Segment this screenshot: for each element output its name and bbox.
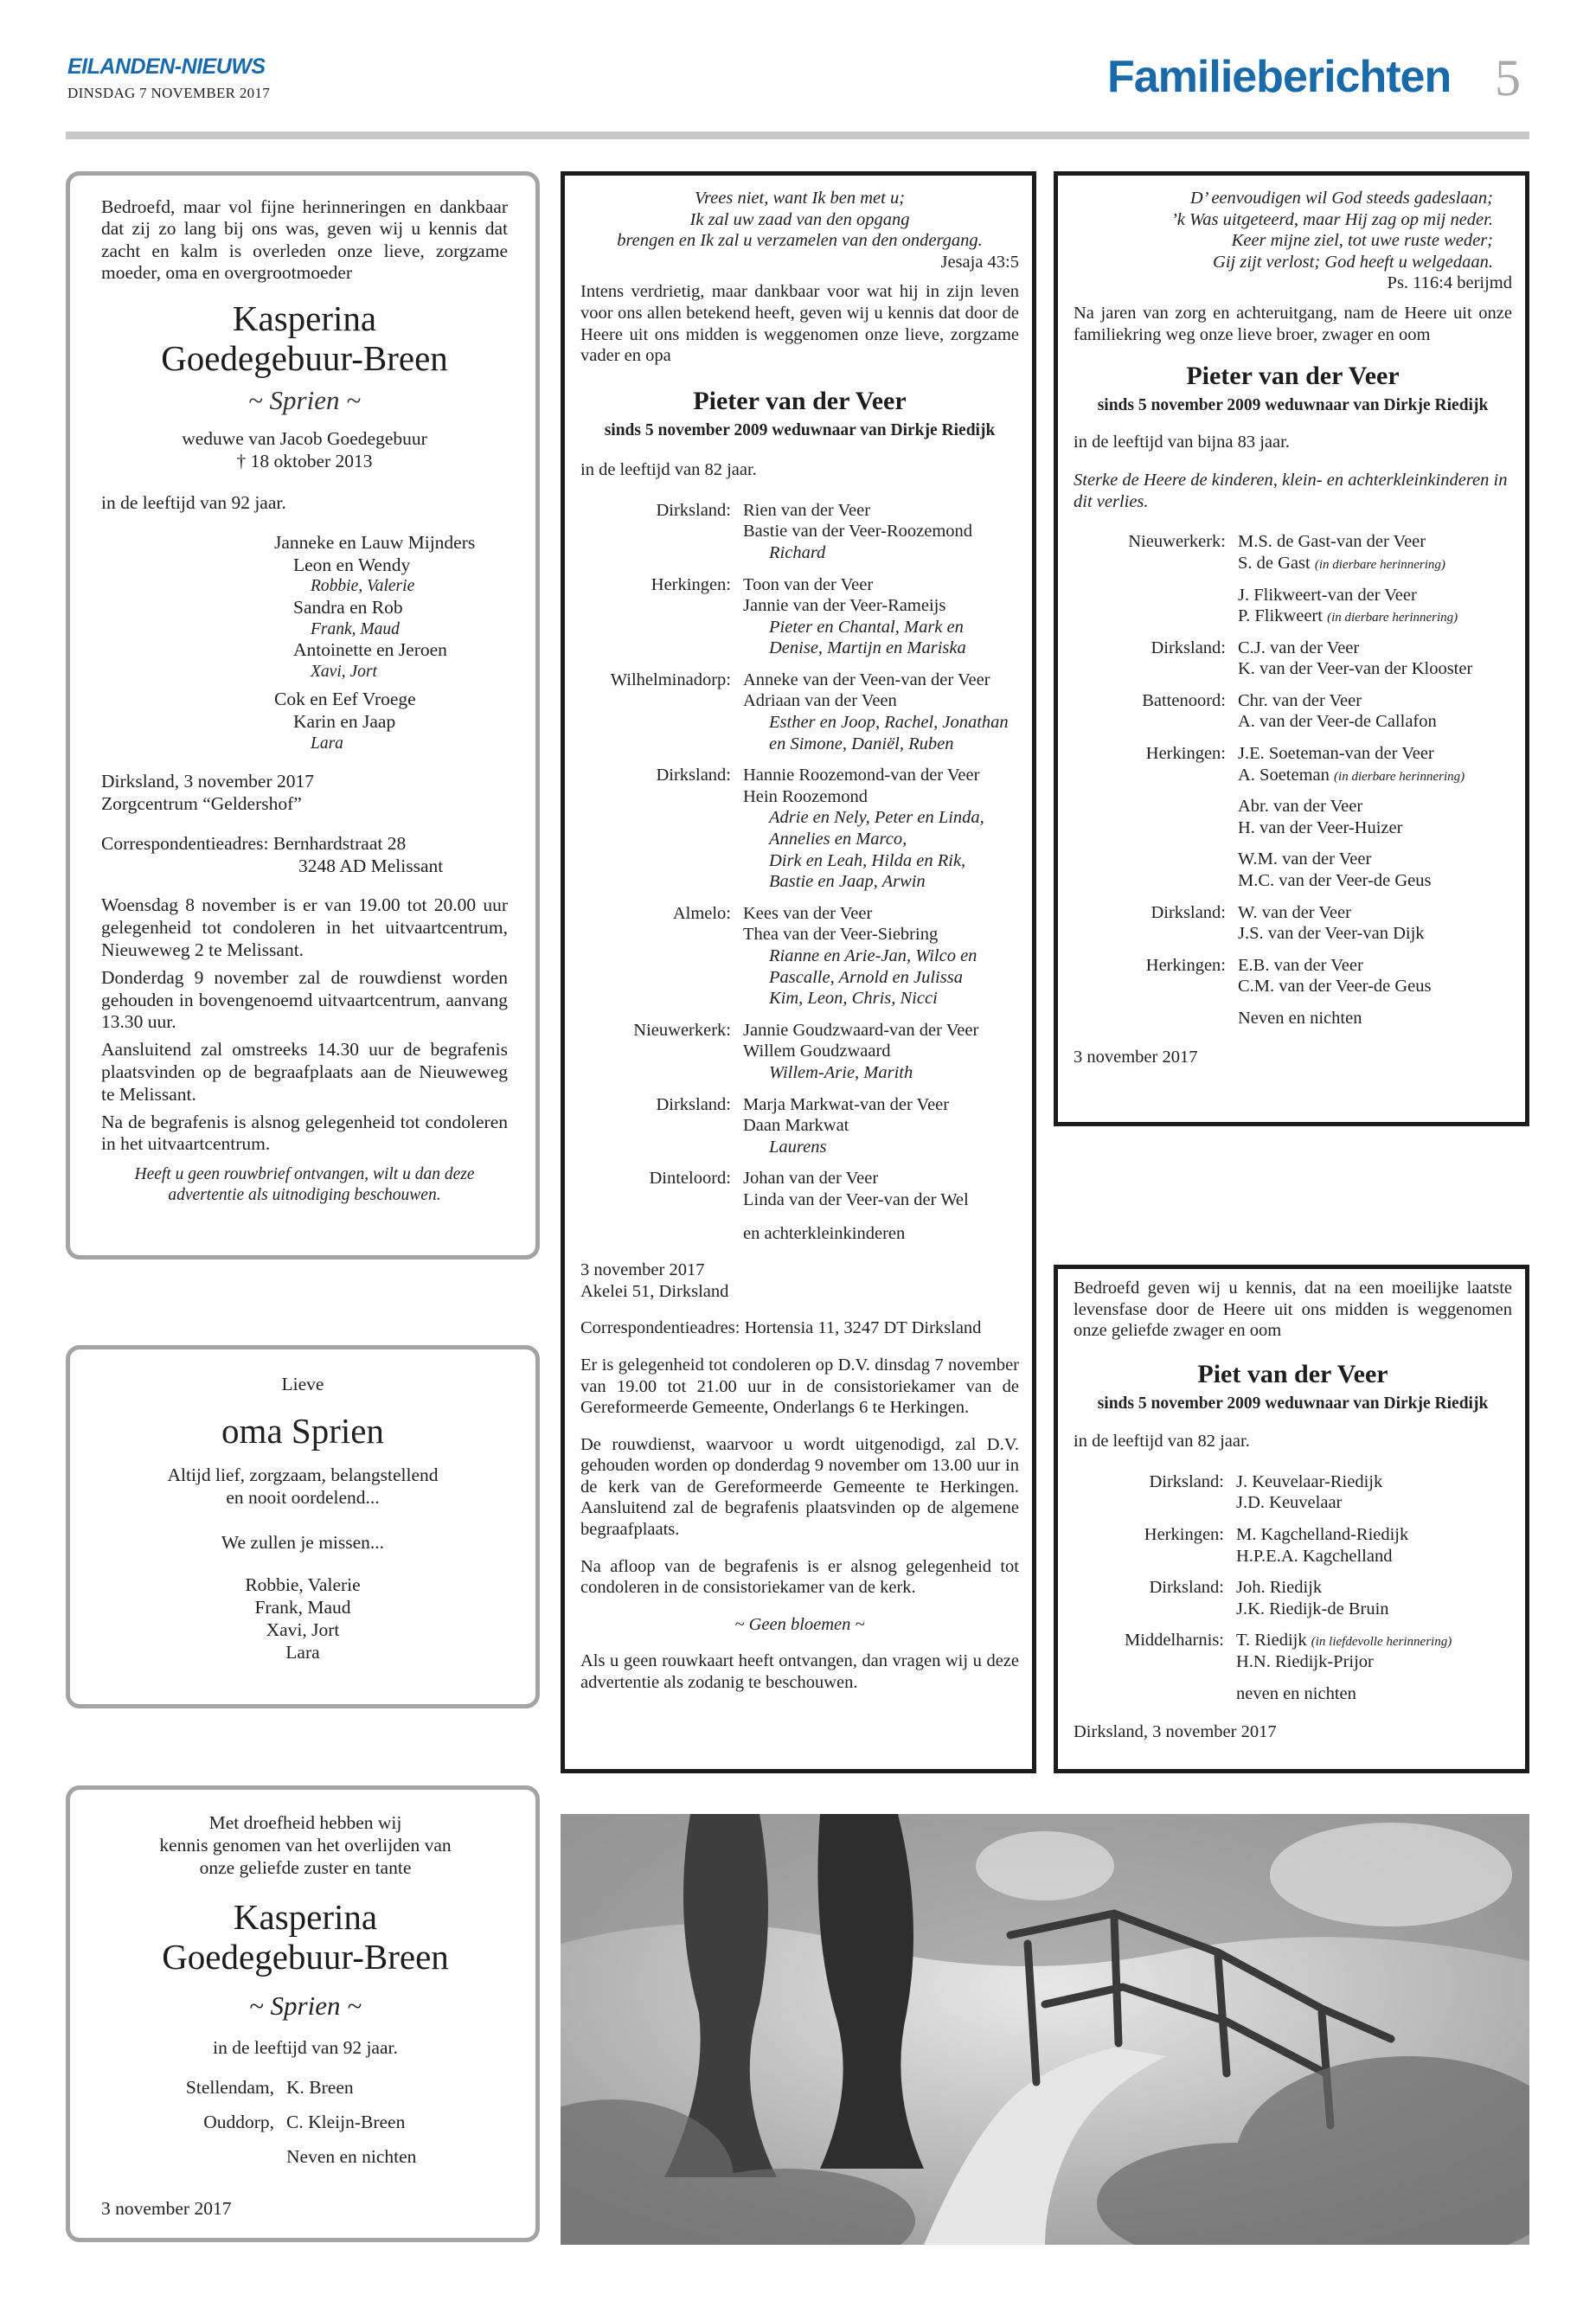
ad4-place: Herkingen: xyxy=(651,574,731,594)
ad4-names xyxy=(743,903,1019,1009)
ad4-place: Wilhelminadorp: xyxy=(610,670,731,689)
ad4-name-line xyxy=(743,1020,1019,1042)
ad4-name-line xyxy=(743,924,1019,945)
ad5-name: P. Flikweert xyxy=(1238,606,1323,626)
ad5-name: E.B. van der Veer xyxy=(1238,955,1363,975)
ad6-family-group xyxy=(1074,1524,1512,1567)
ad4-name: Rien van der Veer xyxy=(743,500,871,520)
ad6-name: J.D. Keuvelaar xyxy=(1236,1493,1343,1513)
ad3-name-first: Kasperina xyxy=(233,1897,378,1938)
ad5-verse xyxy=(1074,188,1512,272)
ad4-name-line xyxy=(743,1041,1019,1062)
ad4-name: Denise, Martijn en Mariska xyxy=(769,638,966,658)
ad5-family-group xyxy=(1074,955,1512,997)
ad5-name: Pieter van der Veer xyxy=(1186,362,1400,391)
ad4-name-line xyxy=(743,712,1019,734)
ad5-place xyxy=(1074,1008,1226,1029)
ad4-name: en Simone, Daniël, Ruben xyxy=(769,734,954,753)
ad1-note: Heeft u geen rouwbrief ontvangen, wilt u dan deze advertentie als uitnodiging beschouwen. xyxy=(134,1165,475,1204)
ad5-name-line xyxy=(1238,870,1512,892)
ad5-family-group xyxy=(1074,1008,1512,1029)
ad6-place xyxy=(1074,1683,1224,1705)
ad4-name-line xyxy=(743,945,1019,967)
ad4-place: Dinteloord: xyxy=(649,1169,731,1189)
ad1-name-first: Kasperina xyxy=(232,298,377,339)
ad5-name: S. de Gast xyxy=(1238,553,1311,573)
ad5-place: Dirksland: xyxy=(1151,638,1226,657)
ad2-names xyxy=(96,1574,510,1663)
ad4-place: Almelo: xyxy=(672,903,731,923)
ad3-place: Stellendam, xyxy=(185,2077,274,2099)
ad5-name: Abr. van der Veer xyxy=(1238,797,1363,817)
ad5-age: in de leeftijd van bijna 83 jaar. xyxy=(1074,432,1290,452)
ad4-name: Willem Goudzwaard xyxy=(743,1042,891,1061)
ad4-name-line xyxy=(743,521,1019,542)
ad6-name: T. Riedijk xyxy=(1236,1631,1307,1650)
ad5-name: H. van der Veer-Huizer xyxy=(1238,817,1403,837)
ad5-family-group xyxy=(1074,796,1512,838)
ad5-names xyxy=(1238,1008,1512,1029)
ad5-sub: sinds 5 november 2009 weduwnaar van Dirkje Riedijk xyxy=(1097,396,1489,415)
ad5-name: M.S. de Gast-van der Veer xyxy=(1238,532,1426,552)
ad1-corr-label: Correspondentieadres: xyxy=(101,832,269,854)
ad6-name: H.N. Riedijk-Prijor xyxy=(1236,1651,1374,1671)
ad1-nickname: ~ Sprien ~ xyxy=(248,385,361,416)
ad5-name: Neven en nichten xyxy=(1238,1009,1362,1029)
masthead-logo: EILANDEN-NIEUWS xyxy=(67,54,266,79)
ad1-family-list xyxy=(101,532,508,753)
ad2-name-line: Robbie, Valerie xyxy=(245,1574,361,1596)
ad4-name: Richard xyxy=(769,542,826,562)
ad3-intro xyxy=(101,1812,510,1879)
ad3-nickname: ~ Sprien ~ xyxy=(249,1990,362,2022)
ad4-name: Linda van der Veer-van der Wel xyxy=(743,1189,969,1209)
ad5-family-group xyxy=(1074,531,1512,574)
ad5-remembrance-note: (in dierbare herinnering) xyxy=(1334,769,1465,784)
ad4-name-line xyxy=(743,542,1019,564)
ad1-family-line: Karin en Jaap xyxy=(293,710,396,732)
obituary-pieter-siblings xyxy=(1054,171,1529,1126)
ad1-family-line: Frank, Maud xyxy=(311,619,400,638)
ad1-family-line: Xavi, Jort xyxy=(311,662,377,681)
ad5-name: Chr. van der Veer xyxy=(1238,690,1362,710)
obituary-kasperina-family xyxy=(66,1785,540,2242)
ad4-name: Jannie Goudzwaard-van der Veer xyxy=(743,1020,979,1040)
ad4-name: Kim, Leon, Chris, Nicci xyxy=(769,989,938,1009)
ad6-name-line xyxy=(1236,1471,1512,1493)
ad1-corr-street: Bernhardstraat 28 xyxy=(272,832,407,854)
ad4-flowers: ~ Geen bloemen ~ xyxy=(734,1614,865,1634)
ad6-name-line xyxy=(1236,1577,1512,1599)
ad4-names xyxy=(743,670,1019,754)
ad5-family-group xyxy=(1074,585,1512,627)
ad5-place: Dirksland: xyxy=(1151,902,1226,922)
ad5-name-line xyxy=(1238,658,1512,680)
obituary-piet-in-laws xyxy=(1054,1265,1529,1773)
ad5-names xyxy=(1238,902,1512,945)
ad4-name: Kees van der Veer xyxy=(743,903,873,923)
ad4-name: Daan Markwat xyxy=(743,1116,849,1136)
ad4-name: Toon van der Veer xyxy=(743,574,874,594)
ad2-miss: We zullen je missen... xyxy=(221,1531,385,1553)
ad4-name-line xyxy=(743,1094,1019,1116)
ad4-name-line xyxy=(743,734,1019,755)
ad6-place: Dirksland: xyxy=(1149,1471,1224,1491)
ad5-wish: Sterke de Heere de kinderen, klein- en achterkleinkinderen in dit verlies. xyxy=(1074,471,1508,511)
ad6-names xyxy=(1236,1524,1512,1567)
ad3-family xyxy=(101,2077,510,2168)
ad4-name: Willem-Arie, Marith xyxy=(769,1062,913,1082)
ad5-name: C.J. van der Veer xyxy=(1238,638,1360,657)
ad4-name-line xyxy=(743,807,1019,829)
ad6-remembrance-note: (in liefdevolle herinnering) xyxy=(1311,1635,1452,1650)
ad5-names xyxy=(1238,531,1512,574)
ad4-p4: Als u geen rouwkaart heeft ontvangen, dan vragen wij u deze advertentie als zodanig te beschouwen. xyxy=(580,1651,1019,1693)
ad6-family xyxy=(1074,1471,1512,1704)
ad5-names xyxy=(1238,849,1512,891)
ad5-name-line xyxy=(1238,849,1512,870)
ad5-family-group xyxy=(1074,849,1512,891)
ad4-verse-line: Vrees niet, want Ik ben met u; xyxy=(694,189,906,208)
ad5-name: A. van der Veer-de Callafon xyxy=(1238,712,1437,732)
ad5-place: Nieuwerkerk: xyxy=(1128,532,1226,552)
ad4-name: Adriaan van der Veen xyxy=(743,691,897,711)
ad4-name: Rianne en Arie-Jan, Wilco en xyxy=(769,946,977,966)
ad4-name: Pieter en Chantal, Mark en xyxy=(769,617,964,637)
ad6-names xyxy=(1236,1577,1512,1619)
ad5-name-line xyxy=(1238,1008,1512,1029)
ad5-remembrance-note: (in dierbare herinnering) xyxy=(1327,611,1458,625)
ad2-name-line: Frank, Maud xyxy=(254,1597,351,1618)
ad5-place xyxy=(1074,796,1226,838)
ad6-name: J.K. Riedijk-de Bruin xyxy=(1236,1599,1389,1618)
ad6-place: Dirksland: xyxy=(1149,1578,1224,1598)
ad5-verse-line: ’k Was uitgeteerd, maar Hij zag op mij neder. xyxy=(1170,209,1493,229)
ad3-name-last: Goedegebuur-Breen xyxy=(162,1937,449,1977)
ad4-name-line xyxy=(743,1189,1019,1211)
ad2-line1: Altijd lief, zorgzaam, belangstellend xyxy=(167,1464,439,1485)
ad4-age: in de leeftijd van 82 jaar. xyxy=(580,460,757,480)
ad1-corr-city: 3248 AD Melissant xyxy=(298,855,444,876)
ad5-place: Herkingen: xyxy=(1145,955,1226,975)
forest-scene-illustration xyxy=(561,1814,1529,2245)
ad4-name-line xyxy=(743,829,1019,850)
ad4-name: Laurens xyxy=(769,1137,827,1157)
ad2-name-line: Lara xyxy=(285,1641,320,1663)
ad5-name: J.S. van der Veer-van Dijk xyxy=(1238,924,1425,944)
ad5-name-line xyxy=(1238,976,1512,997)
page-number: 5 xyxy=(1495,49,1521,106)
ad4-names xyxy=(743,765,1019,893)
ad4-name-line xyxy=(743,638,1019,659)
ad4-place: Nieuwerkerk: xyxy=(633,1020,731,1040)
ad4-name-line xyxy=(743,617,1019,638)
ad6-place: Middelharnis: xyxy=(1124,1631,1224,1650)
header-rule xyxy=(66,131,1529,139)
ad6-names xyxy=(1236,1683,1512,1705)
ad2-name-line: Xavi, Jort xyxy=(266,1618,340,1640)
ad4-family-group xyxy=(580,765,1019,893)
ad4-address: Akelei 51, Dirksland xyxy=(580,1281,729,1301)
ad4-name-line xyxy=(743,765,1019,786)
ad1-p4: Na de begrafenis is alsnog gelegenheid tot condoleren in het uitvaartcentrum. xyxy=(101,1111,508,1155)
ad4-name-line xyxy=(743,903,1019,925)
ad5-family-group xyxy=(1074,902,1512,945)
ad5-names xyxy=(1238,690,1512,733)
ad6-name-line xyxy=(1236,1492,1512,1514)
ad2-line2: en nooit oordelend... xyxy=(226,1486,380,1508)
ad4-name: Hein Roozemond xyxy=(743,786,869,806)
ad6-name: Piet van der Veer xyxy=(1197,1359,1388,1388)
ad6-age: in de leeftijd van 82 jaar. xyxy=(1074,1432,1250,1452)
ad4-family-group xyxy=(580,670,1019,754)
tribute-oma-sprien xyxy=(66,1345,540,1708)
ad4-place: Dirksland: xyxy=(656,766,731,785)
ad5-intro: Na jaren van zorg en achteruitgang, nam de Heere uit onze familiekring weg onze lieve broer, zwager en oom xyxy=(1074,303,1512,344)
ad5-name: C.M. van der Veer-de Geus xyxy=(1238,977,1432,997)
ad4-family-group xyxy=(580,500,1019,564)
section-title: Familieberichten xyxy=(1107,52,1452,102)
ad5-name-line xyxy=(1238,955,1512,977)
ad6-family-group xyxy=(1074,1471,1512,1514)
ad4-p2: De rouwdienst, waarvoor u wordt uitgenodigd, zal D.V. gehouden worden op donderdag 9 november om 13.00 uur in de kerk van de Gereformeerde Gemeente te Herkingen. Aansluitend zal de begrafenis plaatsvinden op de algemene begraafplaats. xyxy=(580,1434,1019,1540)
ad1-died: † 18 oktober 2013 xyxy=(236,451,373,472)
ad5-names xyxy=(1238,585,1512,627)
ad6-name: H.P.E.A. Kagchelland xyxy=(1236,1546,1393,1566)
ad5-family xyxy=(1074,531,1512,1029)
ad6-names xyxy=(1236,1630,1512,1672)
ad4-sub: sinds 5 november 2009 weduwnaar van Dirkje Riedijk xyxy=(604,420,996,439)
ad5-name-line xyxy=(1238,585,1512,606)
ad4-name-line xyxy=(743,850,1019,872)
ad5-ref: Ps. 116:4 berijmd xyxy=(1387,273,1512,293)
ad4-name: Adrie en Nely, Peter en Linda, xyxy=(769,808,984,828)
ad4-name-line xyxy=(743,1137,1019,1158)
ad4-family-group xyxy=(580,1094,1019,1158)
ad4-verse-line: Ik zal uw zaad van den opgang xyxy=(689,209,910,229)
ad4-name: Pascalle, Arnold en Julissa xyxy=(769,967,963,987)
ad5-name-line xyxy=(1238,817,1512,839)
ad5-name-line xyxy=(1238,711,1512,733)
ad4-p3: Na afloop van de begrafenis is er alsnog gelegenheid tot condoleren in de consistoriekamer van de kerk. xyxy=(580,1556,1019,1598)
ad1-family-line: Sandra en Rob xyxy=(293,596,403,618)
ad4-name-line xyxy=(743,574,1019,596)
ad4-p1: Er is gelegenheid tot condoleren op D.V. dinsdag 7 november van 19.00 tot 21.00 uur in de consistoriekamer van de Gereformeerde Gemeente, Onderlangs 6 te Herkingen. xyxy=(580,1355,1019,1418)
ad5-name-line xyxy=(1238,531,1512,553)
ad5-names xyxy=(1238,743,1512,785)
ad1-p3: Aansluitend zal omstreeks 14.30 uur de begrafenis plaatsvinden op de begraafplaats aan de Nieuweweg te Melissant. xyxy=(101,1039,508,1105)
ad6-name-line xyxy=(1236,1546,1512,1567)
ad3-name: K. Breen xyxy=(286,2077,354,2099)
ad1-corr xyxy=(101,833,508,856)
ad1-age: in de leeftijd van 92 jaar. xyxy=(101,492,286,514)
ad4-name: Marja Markwat-van der Veer xyxy=(743,1094,950,1114)
ad3-name: Neven en nichten xyxy=(286,2145,417,2167)
ad4-name: Esther en Joop, Rachel, Jonathan xyxy=(769,713,1009,733)
ad5-family-group xyxy=(1074,690,1512,733)
ad6-family-group xyxy=(1074,1577,1512,1619)
ad1-center: Zorgcentrum “Geldershof” xyxy=(101,792,302,814)
ad4-names xyxy=(743,574,1019,659)
ad4-name-line xyxy=(743,1062,1019,1084)
ad1-family-line: Lara xyxy=(311,734,343,753)
ad4-intro: Intens verdrietig, maar dankbaar voor wat hij in zijn leven voor ons allen betekend heeft, geven wij u kennis dat door de Heere uit ons midden is weggenomen onze lieve, zorgzame vader en opa xyxy=(580,282,1019,366)
ad6-name-line xyxy=(1236,1599,1512,1620)
ad5-names xyxy=(1238,638,1512,680)
ad6-name: M. Kagchelland-Riedijk xyxy=(1236,1524,1409,1544)
ad4-name: Hannie Roozemond-van der Veer xyxy=(743,766,980,785)
ad5-name: M.C. van der Veer-de Geus xyxy=(1238,871,1432,891)
ad4-name: Pieter van der Veer xyxy=(693,386,907,415)
ad6-name-line xyxy=(1236,1683,1512,1705)
ad5-verse-line: Gij zijt verlost; God heeft u welgedaan. xyxy=(1213,252,1493,272)
ad4-name-line xyxy=(743,690,1019,712)
ad5-name-line xyxy=(1238,796,1512,817)
forest-path-photo xyxy=(561,1814,1529,2245)
ad5-family-group xyxy=(1074,743,1512,785)
ad3-name: C. Kleijn-Breen xyxy=(286,2111,406,2132)
ad6-name: Joh. Riedijk xyxy=(1236,1578,1323,1598)
ad5-place xyxy=(1074,849,1226,891)
ad5-name-line xyxy=(1238,553,1512,574)
ad5-verse-line: D’ eenvoudigen wil God steeds gadeslaan; xyxy=(1189,189,1493,208)
ad6-intro: Bedroefd geven wij u kennis, dat na een moeilijke laatste levensfase door de Heere uit ons midden is weggenomen onze geliefde zwager en oom xyxy=(1074,1279,1512,1341)
ad1-p2: Donderdag 9 november zal de rouwdienst worden gehouden in bovengenoemd uitvaartcentrum, aanvang 13.30 uur. xyxy=(101,966,508,1033)
ad4-name-line xyxy=(743,988,1019,1009)
ad1-place-date: Dirksland, 3 november 2017 xyxy=(101,771,315,792)
ad6-names xyxy=(1236,1471,1512,1514)
ad5-name-line xyxy=(1238,743,1512,765)
ad5-date: 3 november 2017 xyxy=(1074,1047,1198,1067)
ad6-family-group xyxy=(1074,1630,1512,1672)
ad5-place xyxy=(1074,585,1226,627)
ad2-top: Lieve xyxy=(281,1374,324,1394)
ad3-place xyxy=(101,2146,274,2169)
obituary-pieter-children xyxy=(561,171,1036,1773)
ad4-name-line xyxy=(743,1168,1019,1189)
ad5-names xyxy=(1238,796,1512,838)
ad6-family-group xyxy=(1074,1683,1512,1705)
ad4-name-line xyxy=(743,500,1019,522)
ad3-intro-line: onze geliefde zuster en tante xyxy=(199,1856,412,1878)
ad1-family-line: Antoinette en Jeroen xyxy=(293,639,447,660)
ad4-place: Dirksland: xyxy=(656,1094,731,1114)
ad6-place: Herkingen: xyxy=(1144,1524,1224,1544)
ad4-family-group xyxy=(580,1168,1019,1210)
ad5-name: J. Flikweert-van der Veer xyxy=(1238,585,1417,605)
ad6-name-line xyxy=(1236,1630,1512,1651)
ad4-names xyxy=(743,500,1019,564)
ad2-name: oma Sprien xyxy=(221,1410,384,1451)
ad4-family-group xyxy=(580,1020,1019,1084)
ad4-name-line xyxy=(743,670,1019,691)
ad5-family-group xyxy=(1074,638,1512,680)
ad5-name: J.E. Soeteman-van der Veer xyxy=(1238,744,1434,764)
ad6-name-line xyxy=(1236,1651,1512,1673)
ad5-name-line xyxy=(1238,765,1512,786)
ad3-place: Ouddorp, xyxy=(203,2111,274,2132)
ad4-name: Bastie en Jaap, Arwin xyxy=(769,872,926,892)
ad3-date: 3 november 2017 xyxy=(101,2197,232,2219)
ad5-name: W. van der Veer xyxy=(1238,902,1351,922)
ad4-name: Dirk en Leah, Hilda en Rik, xyxy=(769,850,966,870)
ad1-family-line: Janneke en Lauw Mijnders xyxy=(274,531,476,553)
ad1-p1: Woensdag 8 november is er van 19.00 tot 20.00 uur gelegenheid tot condoleren in het uitvaartcentrum, Nieuweweg 2 te Melissant. xyxy=(101,894,508,960)
ad4-corr: Correspondentieadres: Hortensia 11, 3247 DT Dirksland xyxy=(580,1318,982,1338)
ad5-name-line xyxy=(1238,606,1512,627)
ad5-place: Herkingen: xyxy=(1145,744,1226,764)
ad4-date: 3 november 2017 xyxy=(580,1260,705,1280)
ad4-name: Bastie van der Veer-Roozemond xyxy=(743,522,973,542)
ad6-date: Dirksland, 3 november 2017 xyxy=(1074,1722,1277,1742)
ad4-grandkids: en achterkleinkinderen xyxy=(743,1223,906,1243)
ad5-remembrance-note: (in dierbare herinnering) xyxy=(1314,557,1445,572)
ad5-name-line xyxy=(1238,923,1512,945)
ad5-name: A. Soeteman xyxy=(1238,765,1330,785)
ad4-name: Johan van der Veer xyxy=(743,1169,879,1189)
ad4-name-line xyxy=(743,871,1019,893)
ad4-names xyxy=(743,1168,1019,1210)
ad4-names xyxy=(743,1020,1019,1084)
ad1-name-last: Goedegebuur-Breen xyxy=(161,338,448,379)
ad6-name: J. Keuvelaar-Riedijk xyxy=(1236,1471,1383,1491)
ad1-intro: Bedroefd, maar vol fijne herinneringen en dankbaar dat zij zo lang bij ons was, geven wij u kennis dat zacht en kalm is overleden onze lieve, zorgzame moeder, oma en overgrootmoeder xyxy=(101,196,508,284)
ad4-ref: Jesaja 43:5 xyxy=(940,252,1019,272)
ad4-family-group xyxy=(580,903,1019,1009)
ad5-names xyxy=(1238,955,1512,997)
ad4-name-line xyxy=(743,967,1019,989)
ad4-name-line xyxy=(743,595,1019,617)
ad4-place: Dirksland: xyxy=(656,500,731,520)
issue-date: DINSDAG 7 NOVEMBER 2017 xyxy=(67,85,271,101)
ad4-verse-line: brengen en Ik zal u verzamelen van den ondergang. xyxy=(617,231,983,251)
ad1-family-line: Cok en Eef Vroege xyxy=(274,689,416,710)
ad5-place: Battenoord: xyxy=(1142,690,1226,710)
ad4-family-group xyxy=(580,574,1019,659)
ad3-age: in de leeftijd van 92 jaar. xyxy=(213,2037,398,2059)
ad4-name: Annelies en Marco, xyxy=(769,830,907,849)
obituary-kasperina xyxy=(66,171,540,1259)
ad4-family xyxy=(580,500,1019,1211)
ad6-name: neven en nichten xyxy=(1236,1683,1356,1703)
ad1-family-line: Robbie, Valerie xyxy=(311,577,415,596)
ad4-name-line xyxy=(743,786,1019,808)
ad5-name-line xyxy=(1238,902,1512,924)
ad4-name-line xyxy=(743,1115,1019,1137)
ad1-widow: weduwe van Jacob Goedegebuur xyxy=(182,428,427,450)
ad6-name-line xyxy=(1236,1524,1512,1546)
ad5-name: K. van der Veer-van der Klooster xyxy=(1238,659,1473,679)
ad5-verse-line: Keer mijne ziel, tot uwe ruste weder; xyxy=(1231,231,1493,251)
ad4-verse xyxy=(580,188,1019,252)
ad4-names xyxy=(743,1094,1019,1158)
ad1-family-line: Leon en Wendy xyxy=(293,554,411,575)
ad4-name: Jannie van der Veer-Rameijs xyxy=(743,596,946,616)
ad3-intro-line: kennis genomen van het overlijden van xyxy=(159,1834,452,1856)
ad6-sub: sinds 5 november 2009 weduwnaar van Dirkje Riedijk xyxy=(1097,1394,1489,1413)
ad4-name: Thea van der Veer-Siebring xyxy=(743,925,939,945)
ad5-name-line xyxy=(1238,638,1512,659)
ad5-name-line xyxy=(1238,690,1512,712)
ad3-intro-line: Met droefheid hebben wij xyxy=(208,1812,402,1833)
ad5-name: W.M. van der Veer xyxy=(1238,849,1372,869)
ad4-name: Anneke van der Veen-van der Veer xyxy=(743,670,990,689)
